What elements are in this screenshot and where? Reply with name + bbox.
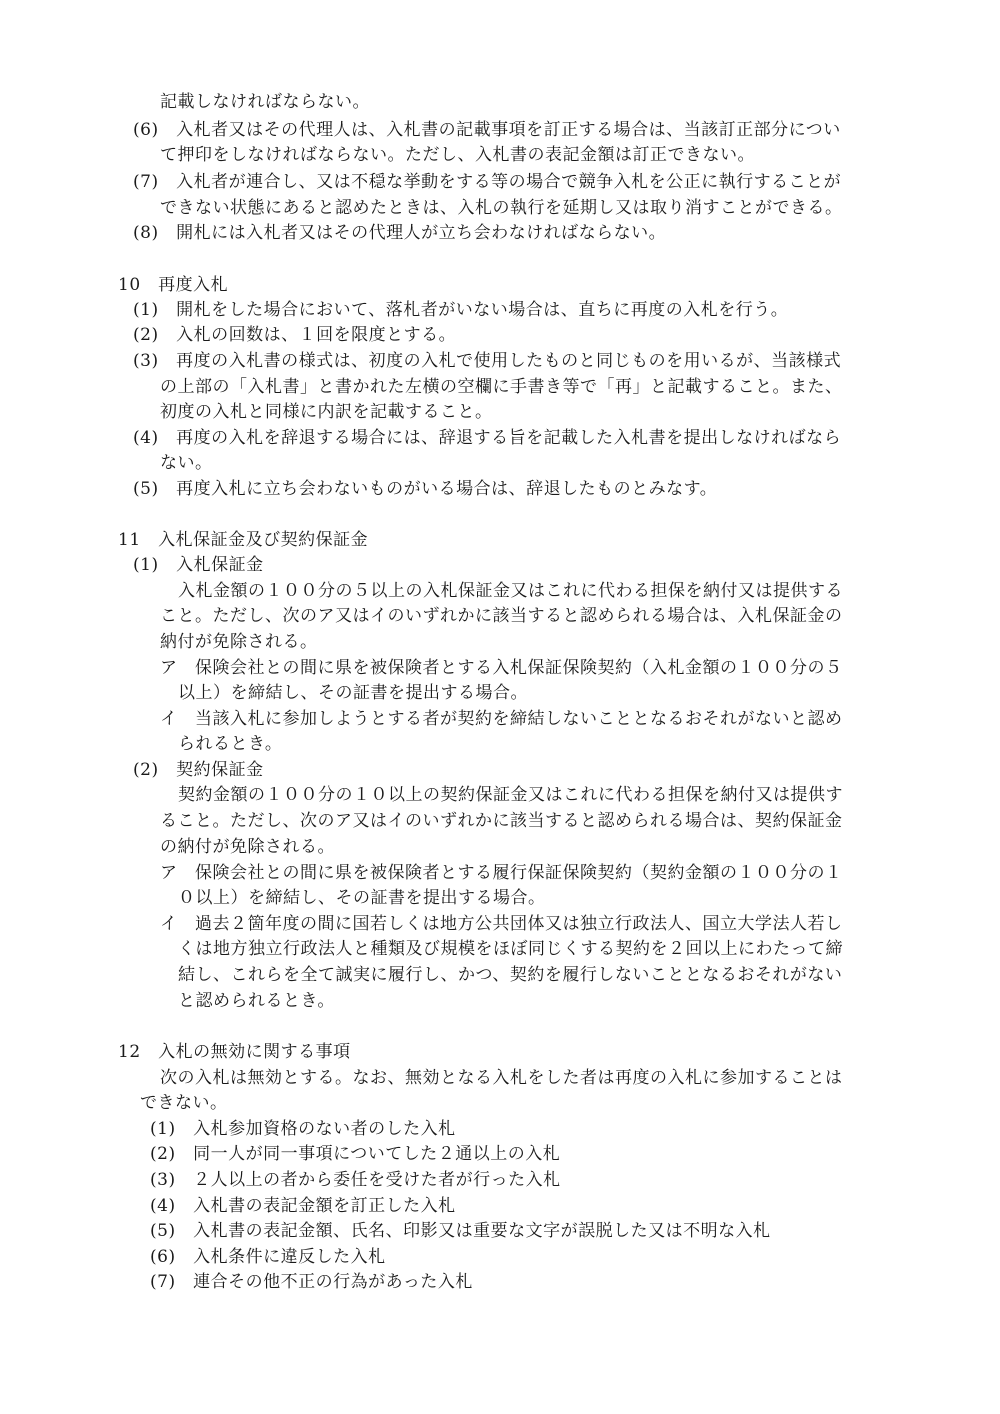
paragraph-line: て押印をしなければならない。ただし、入札書の表記金額は訂正できない。 (160, 145, 755, 165)
list-item: ア 保険会社との間に県を被保険者とする履行保証保険契約（契約金額の１００分の１ (160, 863, 843, 883)
list-item: (4) 再度の入札を辞退する場合には、辞退する旨を記載した入札書を提出しなければなら (133, 428, 842, 448)
paragraph-line: 次の入札は無効とする。なお、無効となる入札をした者は再度の入札に参加することは (160, 1068, 843, 1088)
paragraph-line: 契約金額の１００分の１０以上の契約保証金又はこれに代わる担保を納付又は提供す (178, 785, 843, 805)
list-item: (5) 再度入札に立ち会わないものがいる場合は、辞退したものとみなす。 (133, 479, 718, 499)
paragraph-line: くは地方独立行政法人と種類及び規模をほぼ同じくする契約を２回以上にわたって締 (178, 939, 843, 959)
list-item: (2) 同一人が同一事項についてした２通以上の入札 (150, 1144, 561, 1164)
list-item: (7) 連合その他不正の行為があった入札 (150, 1272, 473, 1292)
paragraph-line: 以上）を締結し、その証書を提出する場合。 (178, 683, 528, 703)
list-item: イ 当該入札に参加しようとする者が契約を締結しないこととなるおそれがないと認め (160, 709, 843, 729)
paragraph-line: できない状態にあると認めたときは、入札の執行を延期し又は取り消すことができる。 (160, 198, 843, 218)
paragraph-line: 初度の入札と同様に内訳を記載すること。 (160, 402, 493, 422)
list-item: (8) 開札には入札者又はその代理人が立ち会わなければならない。 (133, 223, 667, 243)
list-item: (7) 入札者が連合し、又は不穏な挙動をする等の場合で競争入札を公正に執行することが (133, 172, 842, 192)
list-item: ア 保険会社との間に県を被保険者とする入札保証保険契約（入札金額の１００分の５ (160, 658, 843, 678)
list-item: (3) ２人以上の者から委任を受けた者が行った入札 (150, 1170, 561, 1190)
paragraph-line: できない。 (140, 1093, 228, 1113)
paragraph-line: ない。 (160, 453, 213, 473)
list-item: (6) 入札条件に違反した入札 (150, 1247, 386, 1267)
subsection-heading: (2) 契約保証金 (133, 760, 264, 780)
paragraph-line: ０以上）を締結し、その証書を提出する場合。 (178, 888, 546, 908)
section-heading: 11 入札保証金及び契約保証金 (118, 530, 369, 550)
paragraph-line: 入札金額の１００分の５以上の入札保証金又はこれに代わる担保を納付又は提供する (178, 581, 843, 601)
paragraph-line: られるとき。 (178, 734, 283, 754)
list-item: (3) 再度の入札書の様式は、初度の入札で使用したものと同じものを用いるが、当該様式 (133, 351, 842, 371)
list-item: (2) 入札の回数は、１回を限度とする。 (133, 325, 457, 345)
list-item: (1) 開札をした場合において、落札者がいない場合は、直ちに再度の入札を行う。 (133, 300, 789, 320)
paragraph-line: の納付が免除される。 (160, 837, 335, 857)
paragraph-line: 結し、これらを全て誠実に履行し、かつ、契約を履行しないこととなるおそれがない (178, 965, 843, 985)
paragraph-line: と認められるとき。 (178, 991, 335, 1011)
list-item: (4) 入札書の表記金額を訂正した入札 (150, 1196, 456, 1216)
section-heading: 12 入札の無効に関する事項 (118, 1042, 351, 1062)
subsection-heading: (1) 入札保証金 (133, 555, 264, 575)
section-heading: 10 再度入札 (118, 275, 229, 295)
list-item: (1) 入札参加資格のない者のした入札 (150, 1119, 456, 1139)
paragraph-line: 納付が免除される。 (160, 632, 318, 652)
paragraph-line: の上部の「入札書」と書かれた左横の空欄に手書き等で「再」と記載すること。また、 (160, 377, 843, 397)
list-item: (6) 入札者又はその代理人は、入札書の記載事項を訂正する場合は、当該訂正部分につい (133, 120, 841, 140)
list-item: イ 過去２箇年度の間に国若しくは地方公共団体又は独立行政法人、国立大学法人若し (160, 914, 843, 934)
paragraph-line: こと。ただし、次のア又はイのいずれかに該当すると認められる場合は、入札保証金の (160, 606, 843, 626)
paragraph-line: 記載しなければならない。 (160, 92, 370, 112)
list-item: (5) 入札書の表記金額、氏名、印影又は重要な文字が誤脱した又は不明な入札 (150, 1221, 771, 1241)
paragraph-line: ること。ただし、次のア又はイのいずれかに該当すると認められる場合は、契約保証金 (160, 811, 843, 831)
